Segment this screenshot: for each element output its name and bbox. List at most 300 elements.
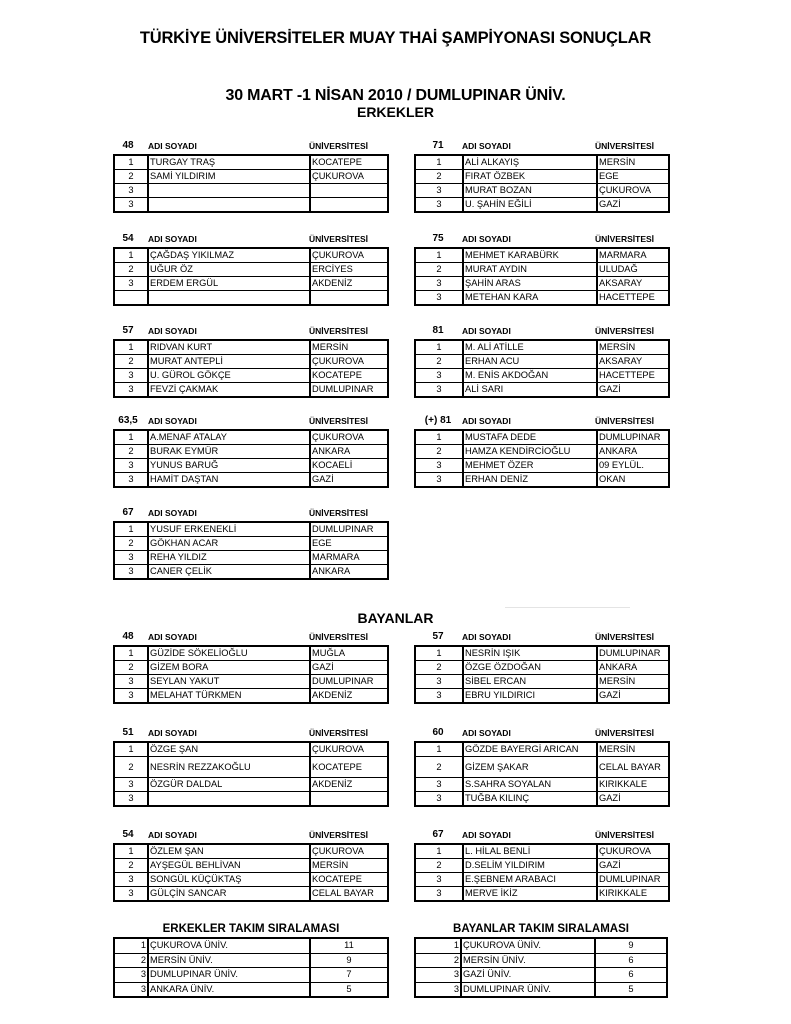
- athlete-name-cell: U. GÜROL GÖKÇE: [148, 369, 310, 383]
- rank-cell: 2: [114, 445, 148, 459]
- university-cell: ÇUKUROVA: [310, 248, 388, 263]
- athlete-name-cell: [148, 792, 310, 807]
- rank-cell: 3: [114, 565, 148, 580]
- university-column-header: ÜNİVERSİTESİ: [309, 416, 369, 426]
- athlete-name-cell: NESRİN REZZAKOĞLU: [148, 757, 310, 778]
- athlete-name-cell: RIDVAN KURT: [148, 340, 310, 355]
- university-cell: ULUDAĞ: [597, 263, 669, 277]
- athlete-name-cell: GÜZİDE SÖKELİOĞLU: [148, 646, 310, 661]
- name-column-header: ADI SOYADI: [148, 326, 197, 336]
- results-table: [414, 645, 670, 704]
- rank-cell: 2: [114, 953, 148, 968]
- university-cell: ANKARA: [310, 445, 388, 459]
- rank-cell: 3: [114, 473, 148, 488]
- table-row: [114, 184, 388, 198]
- athlete-name-cell: SONGÜL KÜÇÜKTAŞ: [148, 873, 310, 887]
- rank-cell: 3: [415, 184, 463, 198]
- results-table: [414, 741, 670, 807]
- men-weight-class-81: [414, 325, 670, 398]
- men-team-table: [113, 937, 389, 998]
- men-weight-class-71: [414, 140, 670, 213]
- athlete-name-cell: METEHAN KARA: [463, 291, 597, 306]
- women-weight-class-57: [414, 631, 670, 704]
- university-column-header: ÜNİVERSİTESİ: [595, 632, 655, 642]
- weight-class-label: 63,5: [118, 415, 138, 426]
- university-cell: ÇUKUROVA: [310, 170, 388, 184]
- athlete-name-cell: HAMZA KENDİRCİOĞLU: [463, 445, 597, 459]
- rank-cell: 3: [415, 887, 463, 902]
- table-row: [415, 757, 669, 778]
- university-cell: KIRIKKALE: [597, 778, 669, 792]
- rank-cell: 3: [114, 689, 148, 704]
- rank-cell: 1: [415, 646, 463, 661]
- men-weight-class-48: [113, 140, 389, 213]
- athlete-name-cell: NESRİN IŞIK: [463, 646, 597, 661]
- men-weight-class-75: [414, 233, 670, 306]
- athlete-name-cell: SİBEL ERCAN: [463, 675, 597, 689]
- weight-class-label: 48: [122, 631, 134, 642]
- men-weight-class-63-5: [113, 415, 389, 488]
- university-cell: ANKARA: [310, 565, 388, 580]
- rank-cell: 1: [415, 248, 463, 263]
- men-weight-class-54: [113, 233, 389, 306]
- rank-cell: 1: [114, 844, 148, 859]
- athlete-name-cell: M. ALİ ATİLLE: [463, 340, 597, 355]
- weight-class-header: [414, 631, 670, 645]
- table-row: [114, 757, 388, 778]
- table-row: [415, 953, 667, 968]
- athlete-name-cell: GİZEM BORA: [148, 661, 310, 675]
- university-cell: KOCAELİ: [310, 459, 388, 473]
- university-cell: GAZİ: [597, 198, 669, 213]
- rank-cell: 3: [114, 184, 148, 198]
- table-row: [415, 938, 667, 953]
- rank-cell: 3: [114, 778, 148, 792]
- rank-cell: 2: [114, 859, 148, 873]
- women-team-ranking-title: BAYANLAR TAKIM SIRALAMASI: [453, 923, 629, 935]
- weight-class-label: 71: [432, 140, 444, 151]
- table-row: [114, 291, 388, 306]
- women-weight-class-51: [113, 727, 389, 807]
- university-cell: OKAN: [597, 473, 669, 488]
- table-row: [415, 355, 669, 369]
- weight-class-header: [113, 829, 389, 843]
- table-row: [415, 383, 669, 398]
- weight-class-label: 57: [122, 325, 134, 336]
- weight-class-label: (+) 81: [424, 415, 452, 426]
- weight-class-header: [113, 507, 389, 521]
- points-cell: 7: [310, 968, 388, 983]
- rank-cell: 2: [114, 263, 148, 277]
- university-cell: GAZİ: [310, 661, 388, 675]
- weight-class-header: [414, 829, 670, 843]
- athlete-name-cell: ŞAHİN ARAS: [463, 277, 597, 291]
- athlete-name-cell: GÜLÇİN SANCAR: [148, 887, 310, 902]
- weight-class-label: 57: [432, 631, 444, 642]
- weight-class-label: 54: [122, 233, 134, 244]
- table-row: [415, 778, 669, 792]
- rank-cell: 3: [415, 277, 463, 291]
- women-weight-class-48: [113, 631, 389, 704]
- university-cell: AKSARAY: [597, 355, 669, 369]
- table-row: [415, 198, 669, 213]
- table-row: [415, 430, 669, 445]
- results-table: [113, 645, 389, 704]
- university-cell: GAZİ: [310, 473, 388, 488]
- table-row: [114, 887, 388, 902]
- table-row: [114, 445, 388, 459]
- university-cell: KOCATEPE: [310, 155, 388, 170]
- name-column-header: ADI SOYADI: [148, 234, 197, 244]
- rank-cell: 2: [415, 859, 463, 873]
- table-row: [415, 982, 667, 997]
- table-row: [415, 155, 669, 170]
- university-column-header: ÜNİVERSİTESİ: [309, 234, 369, 244]
- women-weight-class-54: [113, 829, 389, 902]
- athlete-name-cell: S.SAHRA SOYALAN: [463, 778, 597, 792]
- rank-cell: 1: [114, 430, 148, 445]
- athlete-name-cell: U. ŞAHİN EĞİLİ: [463, 198, 597, 213]
- document-title: TÜRKİYE ÜNİVERSİTELER MUAY THAİ ŞAMPİYONASI SONUÇLAR: [139, 29, 652, 47]
- name-column-header: ADI SOYADI: [148, 141, 197, 151]
- athlete-name-cell: ÖZGE ŞAN: [148, 742, 310, 757]
- table-row: [415, 291, 669, 306]
- university-cell: ÇUKUROVA: [310, 844, 388, 859]
- athlete-name-cell: FEVZİ ÇAKMAK: [148, 383, 310, 398]
- athlete-name-cell: SEYLAN YAKUT: [148, 675, 310, 689]
- rank-cell: 3: [114, 198, 148, 213]
- table-row: [114, 689, 388, 704]
- results-table: [113, 741, 389, 807]
- rank-cell: 2: [415, 445, 463, 459]
- university-column-header: ÜNİVERSİTESİ: [595, 830, 655, 840]
- athlete-name-cell: TUĞBA KILINÇ: [463, 792, 597, 807]
- rank-cell: 3: [114, 369, 148, 383]
- university-cell: AKDENİZ: [310, 277, 388, 291]
- results-table: [113, 154, 389, 213]
- athlete-name-cell: M. ENİS AKDOĞAN: [463, 369, 597, 383]
- athlete-name-cell: MURAT BOZAN: [463, 184, 597, 198]
- name-column-header: ADI SOYADI: [148, 508, 197, 518]
- athlete-name-cell: ALİ SARI: [463, 383, 597, 398]
- table-row: [114, 340, 388, 355]
- table-row: [114, 565, 388, 580]
- results-table: [414, 429, 670, 488]
- points-cell: 6: [595, 968, 667, 983]
- university-cell: DUMLUPINAR: [310, 383, 388, 398]
- rank-cell: 3: [114, 675, 148, 689]
- rank-cell: 3: [415, 778, 463, 792]
- university-name-cell: ÇUKUROVA ÜNİV.: [148, 938, 310, 953]
- athlete-name-cell: MERVE İKİZ: [463, 887, 597, 902]
- table-row: [415, 844, 669, 859]
- university-name-cell: MERSİN ÜNİV.: [148, 953, 310, 968]
- table-row: [415, 277, 669, 291]
- university-cell: AKDENİZ: [310, 689, 388, 704]
- university-cell: AKDENİZ: [310, 778, 388, 792]
- athlete-name-cell: ÖZGE ÖZDOĞAN: [463, 661, 597, 675]
- university-cell: DUMLUPINAR: [597, 873, 669, 887]
- name-column-header: ADI SOYADI: [462, 416, 511, 426]
- weight-class-header: [414, 727, 670, 741]
- table-row: [114, 355, 388, 369]
- table-row: [114, 953, 388, 968]
- university-column-header: ÜNİVERSİTESİ: [309, 326, 369, 336]
- table-row: [114, 873, 388, 887]
- table-row: [415, 661, 669, 675]
- women-weight-class-67: [414, 829, 670, 902]
- rank-cell: 2: [415, 170, 463, 184]
- points-cell: 9: [310, 953, 388, 968]
- university-cell: GAZİ: [597, 859, 669, 873]
- rank-cell: 1: [114, 522, 148, 537]
- rank-cell: 2: [415, 757, 463, 778]
- university-cell: KIRIKKALE: [597, 887, 669, 902]
- table-row: [415, 263, 669, 277]
- women-team-ranking: [414, 923, 668, 998]
- rank-cell: 1: [114, 742, 148, 757]
- event-subtitle: 30 MART -1 NİSAN 2010 / DUMLUPINAR ÜNİV.: [225, 87, 566, 104]
- table-row: [114, 646, 388, 661]
- weight-class-label: 67: [122, 507, 134, 518]
- athlete-name-cell: [148, 184, 310, 198]
- table-row: [415, 742, 669, 757]
- table-row: [114, 742, 388, 757]
- table-row: [114, 982, 388, 997]
- men-weight-class-67: [113, 507, 389, 580]
- table-row: [114, 170, 388, 184]
- name-column-header: ADI SOYADI: [148, 632, 197, 642]
- university-cell: GAZİ: [597, 383, 669, 398]
- athlete-name-cell: E.ŞEBNEM ARABACI: [463, 873, 597, 887]
- university-column-header: ÜNİVERSİTESİ: [595, 234, 655, 244]
- rank-cell: 2: [114, 537, 148, 551]
- weight-class-header: [113, 233, 389, 247]
- rank-cell: 3: [415, 689, 463, 704]
- weight-class-header: [414, 415, 670, 429]
- university-cell: ÇUKUROVA: [597, 184, 669, 198]
- athlete-name-cell: YUNUS BARUĞ: [148, 459, 310, 473]
- table-row: [114, 675, 388, 689]
- athlete-name-cell: ALİ ALKAYIŞ: [463, 155, 597, 170]
- athlete-name-cell: [148, 291, 310, 306]
- name-column-header: ADI SOYADI: [462, 141, 511, 151]
- rank-cell: 3: [415, 675, 463, 689]
- university-cell: ANKARA: [597, 661, 669, 675]
- table-row: [415, 873, 669, 887]
- points-cell: 9: [595, 938, 667, 953]
- table-row: [114, 459, 388, 473]
- university-cell: GAZİ: [597, 689, 669, 704]
- weight-class-header: [113, 325, 389, 339]
- university-cell: KOCATEPE: [310, 369, 388, 383]
- women-team-table: [414, 937, 668, 998]
- university-column-header: ÜNİVERSİTESİ: [309, 141, 369, 151]
- athlete-name-cell: ÇAĞDAŞ YIKILMAZ: [148, 248, 310, 263]
- university-cell: [310, 198, 388, 213]
- rank-cell: 3: [114, 792, 148, 807]
- rank-cell: 1: [415, 742, 463, 757]
- table-row: [415, 445, 669, 459]
- rank-cell: 1: [114, 340, 148, 355]
- name-column-header: ADI SOYADI: [462, 632, 511, 642]
- rank-cell: 1: [415, 938, 461, 953]
- table-row: [114, 155, 388, 170]
- athlete-name-cell: MEHMET ÖZER: [463, 459, 597, 473]
- weight-class-label: 60: [432, 727, 444, 738]
- table-row: [415, 792, 669, 807]
- university-cell: DUMLUPINAR: [597, 646, 669, 661]
- athlete-name-cell: EBRU YILDIRICI: [463, 689, 597, 704]
- athlete-name-cell: BURAK EYMÜR: [148, 445, 310, 459]
- university-cell: DUMLUPINAR: [310, 675, 388, 689]
- rank-cell: 1: [114, 938, 148, 953]
- weight-class-header: [414, 140, 670, 154]
- university-cell: MERSİN: [597, 742, 669, 757]
- rank-cell: 3: [114, 277, 148, 291]
- rank-cell: 3: [415, 369, 463, 383]
- men-weight-class-57: [113, 325, 389, 398]
- rank-cell: 2: [415, 263, 463, 277]
- table-row: [415, 859, 669, 873]
- rank-cell: 3: [114, 982, 148, 997]
- university-cell: HACETTEPE: [597, 369, 669, 383]
- athlete-name-cell: CANER ÇELİK: [148, 565, 310, 580]
- athlete-name-cell: L. HİLAL BENLİ: [463, 844, 597, 859]
- rank-cell: 1: [415, 155, 463, 170]
- university-cell: ÇUKUROVA: [310, 430, 388, 445]
- university-cell: MERSİN: [310, 340, 388, 355]
- athlete-name-cell: GİZEM ŞAKAR: [463, 757, 597, 778]
- table-row: [114, 198, 388, 213]
- table-row: [415, 689, 669, 704]
- athlete-name-cell: ERHAN ACU: [463, 355, 597, 369]
- rank-cell: 1: [415, 430, 463, 445]
- athlete-name-cell: ÖZGÜR DALDAL: [148, 778, 310, 792]
- university-column-header: ÜNİVERSİTESİ: [595, 141, 655, 151]
- athlete-name-cell: GÖKHAN ACAR: [148, 537, 310, 551]
- table-row: [114, 661, 388, 675]
- table-row: [415, 646, 669, 661]
- university-name-cell: DUMLUPINAR ÜNİV.: [148, 968, 310, 983]
- table-row: [114, 473, 388, 488]
- athlete-name-cell: MELAHAT TÜRKMEN: [148, 689, 310, 704]
- table-row: [114, 778, 388, 792]
- women-section-title: BAYANLAR: [357, 610, 434, 626]
- athlete-name-cell: TURGAY TRAŞ: [148, 155, 310, 170]
- table-row: [114, 792, 388, 807]
- table-row: [415, 340, 669, 355]
- rank-cell: 1: [415, 340, 463, 355]
- rank-cell: 1: [114, 248, 148, 263]
- athlete-name-cell: AYŞEGÜL BEHLİVAN: [148, 859, 310, 873]
- table-row: [415, 887, 669, 902]
- table-row: [114, 844, 388, 859]
- athlete-name-cell: ERHAN DENİZ: [463, 473, 597, 488]
- athlete-name-cell: ERDEM ERGÜL: [148, 277, 310, 291]
- table-row: [415, 184, 669, 198]
- men-section-title: ERKEKLER: [356, 104, 434, 120]
- rank-cell: 2: [415, 661, 463, 675]
- university-column-header: ÜNİVERSİTESİ: [595, 326, 655, 336]
- university-name-cell: ANKARA ÜNİV.: [148, 982, 310, 997]
- table-row: [114, 537, 388, 551]
- rank-cell: [114, 291, 148, 306]
- university-cell: MERSİN: [597, 340, 669, 355]
- university-cell: MUĞLA: [310, 646, 388, 661]
- university-cell: [310, 291, 388, 306]
- university-cell: AKSARAY: [597, 277, 669, 291]
- name-column-header: ADI SOYADI: [462, 830, 511, 840]
- weight-class-header: [113, 727, 389, 741]
- university-column-header: ÜNİVERSİTESİ: [309, 508, 369, 518]
- points-cell: 5: [310, 982, 388, 997]
- table-row: [114, 248, 388, 263]
- university-cell: MARMARA: [310, 551, 388, 565]
- weight-class-header: [414, 325, 670, 339]
- table-row: [114, 551, 388, 565]
- table-row: [114, 277, 388, 291]
- table-row: [114, 522, 388, 537]
- table-row: [415, 675, 669, 689]
- rank-cell: 1: [415, 844, 463, 859]
- athlete-name-cell: MURAT AYDIN: [463, 263, 597, 277]
- university-cell: [310, 184, 388, 198]
- university-cell: HACETTEPE: [597, 291, 669, 306]
- results-table: [414, 339, 670, 398]
- rank-cell: 2: [114, 355, 148, 369]
- weight-class-label: 54: [122, 829, 134, 840]
- rank-cell: 3: [415, 792, 463, 807]
- athlete-name-cell: GÖZDE BAYERGİ ARICAN: [463, 742, 597, 757]
- athlete-name-cell: HAMİT DAŞTAN: [148, 473, 310, 488]
- athlete-name-cell: YUSUF ERKENEKLİ: [148, 522, 310, 537]
- athlete-name-cell: UĞUR ÖZ: [148, 263, 310, 277]
- results-table: [414, 247, 670, 306]
- rank-cell: 2: [114, 170, 148, 184]
- weight-class-header: [414, 233, 670, 247]
- name-column-header: ADI SOYADI: [148, 830, 197, 840]
- weight-class-header: [113, 140, 389, 154]
- university-cell: ÇUKUROVA: [597, 844, 669, 859]
- athlete-name-cell: MURAT ANTEPLİ: [148, 355, 310, 369]
- athlete-name-cell: FIRAT ÖZBEK: [463, 170, 597, 184]
- rank-cell: 3: [415, 291, 463, 306]
- university-cell: ANKARA: [597, 445, 669, 459]
- table-row: [415, 248, 669, 263]
- university-column-header: ÜNİVERSİTESİ: [595, 416, 655, 426]
- table-row: [114, 430, 388, 445]
- rank-cell: 2: [114, 757, 148, 778]
- rank-cell: 3: [114, 873, 148, 887]
- rank-cell: 2: [114, 661, 148, 675]
- athlete-name-cell: A.MENAF ATALAY: [148, 430, 310, 445]
- university-cell: [310, 792, 388, 807]
- athlete-name-cell: D.SELİM YILDIRIM: [463, 859, 597, 873]
- rank-cell: 1: [114, 155, 148, 170]
- rank-cell: 3: [415, 473, 463, 488]
- rank-cell: 3: [114, 887, 148, 902]
- rank-cell: 2: [415, 953, 461, 968]
- results-table: [414, 154, 670, 213]
- weight-class-label: 81: [432, 325, 444, 336]
- university-cell: CELAL BAYAR: [310, 887, 388, 902]
- women-weight-class-60: [414, 727, 670, 807]
- university-cell: KOCATEPE: [310, 757, 388, 778]
- athlete-name-cell: [148, 198, 310, 213]
- weight-class-label: 51: [122, 727, 134, 738]
- rank-cell: 2: [415, 355, 463, 369]
